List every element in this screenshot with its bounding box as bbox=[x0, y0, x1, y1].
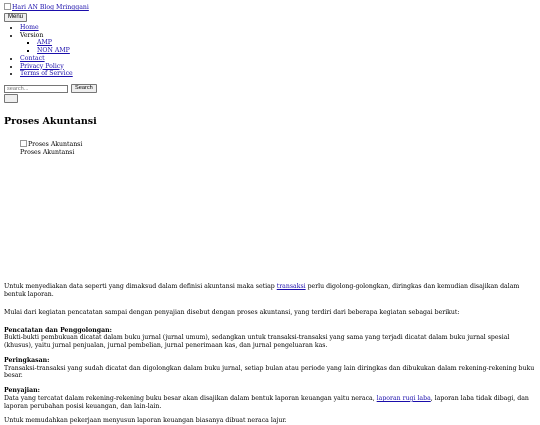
site-logo-link[interactable] bbox=[4, 3, 536, 12]
nav-link-contact[interactable]: Contact bbox=[20, 54, 45, 62]
nav-link-terms[interactable]: Terms of Service bbox=[20, 70, 73, 78]
site-logo-alt: Hari AN Blog Mringgani bbox=[12, 4, 89, 11]
nav-item-privacy bbox=[20, 63, 536, 71]
site-header bbox=[4, 3, 536, 22]
article-image-alt: Proses Akuntansi bbox=[28, 140, 83, 148]
nav-link-home[interactable]: Home bbox=[20, 23, 39, 31]
article-figure bbox=[20, 140, 536, 157]
paragraph-intro bbox=[4, 283, 536, 299]
broken-image-icon bbox=[20, 140, 27, 147]
section-peringkasan bbox=[4, 357, 536, 380]
nav-item-contact bbox=[20, 55, 536, 63]
nav-sublist-version bbox=[20, 39, 536, 55]
section-text-penyajian-pre: Data yang tercatat dalam rekening-rekening buku besar akan disajikan dalam bentuk laporan keuangan yaitu neraca, bbox=[4, 394, 377, 402]
nav-link-non-amp[interactable]: NON AMP bbox=[37, 47, 70, 54]
link-transaksi[interactable]: transaksi bbox=[276, 283, 306, 291]
nav-label-version: Version bbox=[20, 31, 44, 39]
section-title-peringkasan: Peringkasan: bbox=[4, 356, 50, 364]
nav-item-version bbox=[20, 32, 536, 55]
section-text-penyajian-post: , laporan laba tidak dibagi, dan laporan perubahan posisi keuangan, dan lain-lain. bbox=[4, 394, 529, 410]
article bbox=[4, 116, 536, 425]
menu-button[interactable]: Menu bbox=[4, 13, 27, 22]
section-title-penyajian: Penyajian: bbox=[4, 387, 40, 395]
nav-item-terms bbox=[20, 70, 536, 78]
paragraph-last: Untuk memudahkan pekerjaan menyusun laporan keuangan biasanya dibuat neraca lajur. bbox=[4, 417, 287, 425]
section-penyajian bbox=[4, 387, 536, 410]
search-input[interactable] bbox=[4, 85, 68, 93]
page-title: Proses Akuntansi bbox=[4, 116, 97, 127]
link-laporan-rugi-laba[interactable]: laporan rugi laba bbox=[376, 394, 431, 402]
p1-text-post: perlu digolong-golongkan, diringkas dan kemudian disajikan dalam bentuk laporan. bbox=[4, 283, 520, 299]
nav-item-amp bbox=[37, 39, 536, 47]
figure-caption: Proses Akuntansi bbox=[20, 148, 75, 156]
section-text-pencatatan: Bukti-bukti pembukuan dicatat dalam buku jurnal (jurnal umum), sedangkan untuk transaksi-transaksi yang sama yang terjadi dicatat dalam buku jurnal spesial (khusus), yaitu jurnal penjualan, jurnal pembelian, jurnal penerimaan kas, dan jurnal pengeluaran kas. bbox=[4, 334, 510, 350]
search-button[interactable]: Search bbox=[71, 84, 97, 93]
broken-image-icon bbox=[4, 3, 11, 10]
nav-item-home bbox=[20, 24, 536, 32]
section-text-peringkasan: Transaksi-transaksi yang sudah dicatat dan digolongkan dalam buku jurnal, setiap bulan atau periode yang lain diringkas dan dibukukan dalam rekening-rekening buku besar. bbox=[4, 364, 535, 380]
toggle-button[interactable] bbox=[4, 94, 18, 103]
nav-list bbox=[4, 24, 536, 78]
article-image bbox=[20, 140, 536, 149]
image-area bbox=[4, 156, 536, 283]
nav-item-non-amp bbox=[37, 47, 536, 55]
paragraph-process: Mulai dari kegiatan pencatatan sampai dengan penyajian disebut dengan proses akuntansi, yang terdiri dari beberapa kegiatan sebagai berikut: bbox=[4, 308, 460, 316]
nav-link-amp[interactable]: AMP bbox=[37, 39, 52, 47]
section-title-pencatatan: Pencatatan dan Penggolongan: bbox=[4, 326, 112, 334]
p1-text-pre: Untuk menyediakan data seperti yang dimaksud dalam definisi akuntansi maka setiap bbox=[4, 283, 277, 291]
search-form bbox=[4, 84, 536, 93]
section-pencatatan bbox=[4, 327, 536, 350]
main-nav bbox=[4, 24, 536, 78]
nav-link-privacy[interactable]: Privacy Policy bbox=[20, 62, 64, 70]
